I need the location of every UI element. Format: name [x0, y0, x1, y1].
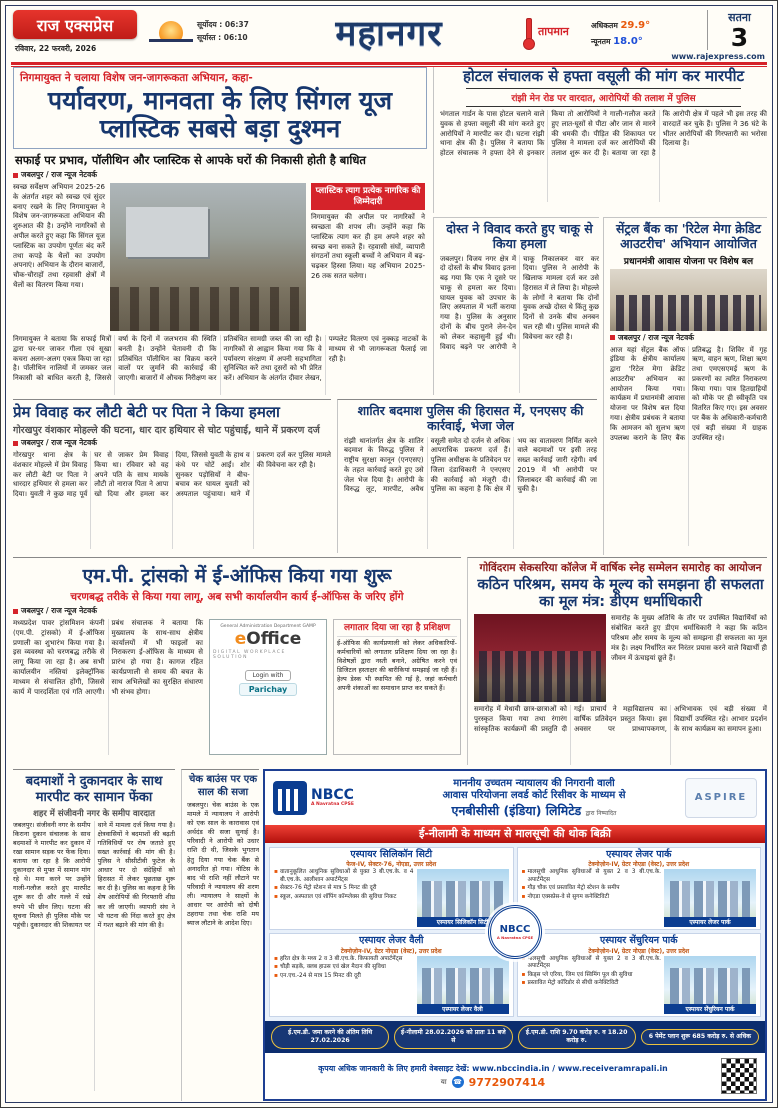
project-bullet: ▪ एन.एच.-24 से मात्र 15 मिनट की दूरी	[274, 973, 414, 981]
story-transco	[13, 557, 461, 765]
lead-photo-ribbon: प्लास्टिक त्याग प्रत्येक नागरिक की जिम्मेदारी	[311, 183, 425, 210]
eoffice-dept: General Administration Department GAMP	[220, 624, 316, 629]
transco-byline: जबलपुर / राज न्यूज नेटवर्क	[13, 606, 461, 616]
story-college	[467, 557, 767, 765]
project-location: टेक्नोज़ोन-IV, ग्रेटर नोएडा (वेस्ट), उत्तर प्रदेश	[340, 947, 442, 955]
college-kicker: गोविंदराम सेकसरिया कॉलेज में वार्षिक स्नेह सम्मेलन समारोह का आयोजन	[479, 562, 762, 574]
college-body-2: समारोह में मेधावी छात्र-छात्राओं को पुरस्कृत किया गया तथा रंगारंग सांस्कृतिक कार्यक्रमों की प्रस्तुति दी गई। प्राचार्य ने महाविद्यालय का वार्षिक प्रतिवेदन प्रस्तुत किया। इस अवसर पर प्राध्यापकगण, अभिभावक एवं बड़ी संख्या में विद्यार्थी उपस्थित रहे। आभार प्रदर्शन के साथ कार्यक्रम का समापन हुआ।	[474, 705, 767, 733]
lead-kicker: निगमायुक्त ने चलाया विशेष जन-जागरूकता अभियान, कहा-	[20, 72, 253, 84]
story-knife	[433, 217, 599, 395]
cheque-headline: चेक बाउंस पर एक साल की सजा	[189, 774, 257, 798]
temp-max-label: अधिकतम	[591, 21, 618, 30]
lead-byline: जबलपुर / राज न्यूज नेटवर्क	[13, 170, 427, 180]
lead-body-left: स्वच्छ सर्वेक्षण अभियान 2025-26 के अंतर्गत शहर को स्वच्छ एवं सुंदर बनाए रखने के लिए निगमायुक्त ने विशेष जन-जागरूकता अभियान की शुरुआत की है। उन्होंने नागरिकों से अपील करते हुए कहा कि सिंगल यूज प्लास्टिक का उपयोग पूर्णतः बंद करें तथा कपड़े के थैलों का उपयोग अपनाएं। अभियान के दौरान बाजारों, चौक-चौराहों तथा रहवासी क्षेत्रों में थैलों का वितरण किया गया।	[13, 183, 105, 289]
project-panel	[269, 847, 514, 930]
training-body: ई-ऑफिस की कार्यप्रणाली को लेकर अधिकारियों-कर्मचारियों को लगातार प्रशिक्षण दिया जा रहा है। विशेषज्ञों द्वारा नस्ती बनाने, अग्रेषित करने एवं डिजिटल हस्ताक्षर की बारीकियां समझाई जा रही हैं। हेल्प डेस्क भी स्थापित की गई है, जहां कर्मचारी अपनी शंकाओं का समाधान प्राप्त कर सकते हैं।	[337, 638, 457, 693]
date-line: रविवार, 22 फरवरी, 2026	[15, 44, 97, 53]
college-headline: कठिन परिश्रम, समय के मूल्य को समझना ही सफलता का मूल मंत्र: डीएम धर्माधिकारी	[477, 576, 764, 610]
temp-max-value: 29.9°	[620, 20, 651, 31]
college-media-row	[474, 614, 767, 702]
masthead-rule	[11, 62, 767, 65]
project-title: एस्पायर सिलिकॉन सिटी	[350, 848, 433, 860]
story-bank	[603, 217, 767, 555]
website-url: www.rajexpress.com	[671, 52, 765, 61]
project-bullet: ▪ किड्स प्ले एरिया, जिम एवं स्विमिंग पूल की सुविधा	[522, 972, 662, 980]
transco-body: मध्यप्रदेश पावर ट्रांसमिशन कंपनी (एम.पी. ट्रांसको) में ई-ऑफिस प्रणाली का शुभारंभ किया गया है। इस व्यवस्था को चरणबद्ध तरीके से लागू किया जा रहा है। अब सभी कार्यालयीन नस्तियां इलेक्ट्रॉनिक माध्यम से संचालित होंगी, जिससे कार्य में पारदर्शिता एवं गति आएगी। प्रबंध संचालक ने बताया कि मुख्यालय के साथ-साथ क्षेत्रीय कार्यालयों में भी फाइलों का निराकरण ई-ऑफिस के माध्यम से प्रारंभ हो गया है। कागज रहित कार्यप्रणाली से समय की बचत के साथ अभिलेखों का सुरक्षित संधारण भी संभव होगा।	[13, 619, 203, 696]
project-bullet: ▪ मालसूची आधुनिक सुविधाओं से युक्त 2 व 3 बी.एच.के. अपार्टमेंट्स	[522, 869, 662, 884]
ad-header	[265, 771, 765, 825]
project-panel	[517, 933, 762, 1016]
phone-icon: ☎	[453, 1078, 463, 1086]
lead-headline-box	[13, 67, 427, 149]
lead-body-right: निगमायुक्त की अपील पर नागरिकों ने स्वच्छता की शपथ ली। उन्होंने कहा कि प्लास्टिक त्याग कर ही हम अपने शहर को स्वच्छ बना सकते हैं। रहवासी संघों, व्यापारी संगठनों तथा स्कूली बच्चों ने अभियान में बढ़-चढ़कर हिस्सा लिया। यह अभियान 2025-26 तक सतत चलेगा।	[311, 213, 425, 281]
ad-or-text: या	[440, 1077, 447, 1086]
eoffice-tagline: DIGITAL WORKPLACE SOLUTION	[213, 650, 286, 660]
ad-info-chip: ई-नीलामी 28.02.2026 को प्रातः 11 बजे से	[394, 1025, 512, 1049]
building-photo	[664, 869, 756, 917]
lead-media-row	[13, 183, 427, 331]
ad-title-line-1: माननीय उच्चतम न्यायालय की निगरानी वाली	[453, 777, 615, 789]
lead-sidebar	[311, 183, 425, 331]
story-shopkeeper	[13, 769, 175, 1101]
story-hotel	[433, 67, 767, 213]
project-title: एस्पायर सेंचुरियन पार्क	[599, 935, 678, 947]
nbcc-emblem: NBCC A Navratna CPSE	[488, 905, 542, 959]
hotel-headline: होटल संचालक से हफ्ता वसूली की मांग कर मारपीट	[462, 67, 745, 85]
lead-body-bottom: निगमायुक्त ने बताया कि सफाई मित्रों द्वारा घर-घर जाकर गीला एवं सूखा कचरा अलग-अलग एकत्र किया जा रहा है। पॉलीथिन नालियों में जमकर जल निकासी को बाधित करती है, जिससे वर्षा के दिनों में जलभराव की स्थिति बनती है। उन्होंने चेतावनी दी कि प्रतिबंधित पॉलीथिन का विक्रय करने वालों पर जुर्माने की कार्रवाई की जाएगी। बाजारों में औचक निरीक्षण कर प्रतिबंधित सामग्री जब्त की जा रही है। नागरिकों से आह्वान किया गया कि वे पर्यावरण संरक्षण में अपनी सहभागिता सुनिश्चित करें तथा दूसरों को भी प्रेरित करें। अभियान के अंतर्गत दीवार लेखन, पम्पलेट वितरण एवं नुक्कड़ नाटकों के माध्यम से भी जागरूकता फैलाई जा रही है।	[13, 335, 427, 383]
college-body: समारोह के मुख्य अतिथि के तौर पर उपस्थित विद्यार्थियों को संबोधित करते हुए डीएम धर्माधिकारी ने कहा कि कठिन परिश्रम और समय के मूल्य को समझना ही सफलता का मूल मंत्र है। लक्ष्य निर्धारित कर निरंतर प्रयास करने वाले विद्यार्थी ही जीवन में ऊंचाइयां छूते हैं।	[611, 614, 767, 662]
shopkeeper-body: जबलपुर। संजीवनी नगर के समीप किराना दुकान संचालक के साथ बदमाशों ने मारपीट कर दुकान में रखा सामान सड़क पर फेंक दिया। बताया जा रहा है कि आरोपी दुकानदार से मुफ्त में सामान मांग रहे थे। मना करने पर उन्होंने गाली-गलौज करते हुए मारपीट शुरू कर दी और गल्ले में रखे रुपये भी छीन लिए। घटना की सूचना मिलते ही पुलिस मौके पर पहुंची। दुकानदार की शिकायत पर थाने में मामला दर्ज किया गया है। क्षेत्रवासियों ने बदमाशों की बढ़ती गतिविधियों पर रोष जताते हुए सख्त कार्रवाई की मांग की है। पुलिस ने सीसीटीवी फुटेज के आधार पर दो संदेहियों को हिरासत में लेकर पूछताछ शुरू कर दी है। पुलिस का कहना है कि शेष आरोपियों की गिरफ्तारी शीघ्र कर ली जाएगी। व्यापारी संघ ने भी घटना की निंदा करते हुए क्षेत्र में गश्त बढ़ाने की मांग की है।	[13, 820, 175, 929]
section-title: महानगर	[335, 14, 443, 54]
lead-subhead: सफाई पर प्रभाव, पॉलीथिन और प्लास्टिक से आपके घरों की निकासी होती है बाधित	[15, 153, 366, 167]
qr-code	[721, 1058, 757, 1094]
nbcc-advertisement	[263, 769, 767, 1101]
project-panel	[517, 847, 762, 930]
project-bullet: ▪ वातानुकूलित आधुनिक सुविधाओं से युक्त 3 बी.एच.के. व 4 बी.एच.के. आलीशान अपार्टमेंट्स	[274, 869, 414, 884]
page-number: 3	[730, 23, 749, 52]
project-bullet: ▪ गौड़ चौक एवं प्रस्तावित मेट्रो स्टेशन के समीप	[522, 885, 662, 893]
story-badmash	[337, 399, 597, 553]
transco-subhead: चरणबद्ध तरीके से किया गया लागू, अब सभी कार्यालयीन कार्य ई-ऑफिस के जरिए होंगे	[70, 591, 404, 603]
ad-frame	[263, 769, 767, 1101]
eoffice-screenshot	[209, 619, 327, 755]
building-caption: एस्पायर लेजर पार्क	[664, 917, 756, 927]
project-bullet: ▪ चौड़ी सड़कें, क्लब हाउस एवं खेल मैदान की सुविधा	[274, 964, 414, 972]
ad-title-line-2: आवास परियोजना लवर्ड कोर्ट रिसीवर के माध्यम से	[442, 790, 626, 801]
transco-content-row	[13, 619, 461, 755]
ad-phone-number: 9772907414	[468, 1075, 546, 1089]
bank-body: आज यहां सेंट्रल बैंक ऑफ इंडिया के क्षेत्रीय कार्यालय द्वारा 'रिटेल मेगा क्रेडिट आउटरीच' अभियान का आयोजन किया गया। कार्यक्रम में प्रधानमंत्री आवास योजना पर विशेष बल दिया गया। क्षेत्रीय प्रबंधक ने बताया कि आमजन को सुलभ ऋण उपलब्ध कराने के लिए बैंक प्रतिबद्ध है। शिविर में गृह ऋण, वाहन ऋण, शिक्षा ऋण तथा एमएसएमई ऋण के प्रकरणों का त्वरित निराकरण किया गया। पात्र हितग्राहियों को मौके पर ही स्वीकृति पत्र वितरित किए गए। इस अवसर पर बैंक के अधिकारी-कर्मचारी एवं बड़ी संख्या में ग्राहक उपस्थित रहे।	[610, 345, 767, 442]
shopkeeper-headline: बदमाशों ने दुकानदार के साथ मारपीट कर सामान फेंका	[25, 774, 163, 805]
project-bullet: ▪ प्रस्तावित मेट्रो कॉरिडोर से सीधी कनेक्टिविटी	[522, 980, 662, 988]
project-title: एस्पायर लेजर वैली	[359, 935, 424, 947]
paper-name: राज एक्सप्रेस	[36, 15, 114, 35]
daughter-headline: प्रेम विवाह कर लौटी बेटी पर पिता ने किया हमला	[13, 403, 280, 421]
lead-photo	[110, 183, 306, 331]
project-bullets	[274, 869, 414, 927]
building-caption: एस्पायर सिलिकॉन सिटी	[417, 917, 509, 927]
project-bullet: ▪ हरित क्षेत्र के मध्य 2 व 3 बी.एच.के. किफायती अपार्टमेंट्स	[274, 956, 414, 964]
nbcc-logo	[273, 781, 383, 815]
eoffice-provider: Parichay	[239, 683, 298, 696]
bank-photo	[610, 269, 767, 331]
training-sidebar	[333, 619, 461, 755]
nbcc-logo-icon	[273, 781, 307, 815]
nbcc-name: NBCC	[311, 787, 354, 804]
ad-info-chip: ई.एम.डी. जमा करने की अंतिम तिथि 27.02.2026	[271, 1025, 389, 1049]
training-title: लगातार दिया जा रहा है प्रशिक्षण	[337, 623, 457, 637]
daughter-byline: जबलपुर / राज न्यूज नेटवर्क	[13, 438, 331, 448]
ad-ribbon: ई-नीलामी के माध्यम से मालसूची की थोक बिक्री	[265, 825, 765, 843]
knife-body: जबलपुर। विजय नगर क्षेत्र में दो दोस्तों के बीच विवाद इतना बढ़ गया कि एक ने दूसरे पर चाकू से हमला कर दिया। घायल युवक को उपचार के लिए अस्पताल में भर्ती कराया गया है। पुलिस के अनुसार दोनों के बीच पुराने लेन-देन को लेकर कहासुनी हुई थी। विवाद बढ़ने पर आरोपी ने चाकू निकालकर वार कर दिया। पुलिस ने आरोपी के खिलाफ मामला दर्ज कर उसे हिरासत में ले लिया है। मोहल्ले के लोगों ने बताया कि दोनों युवक अच्छे दोस्त थे किंतु कुछ दिनों से उनके बीच अनबन चल रही थी। पुलिस मामले की विवेचना कर रही है।	[440, 254, 599, 351]
edition-city: सतना	[728, 11, 751, 24]
project-bullet: ▪ सेक्टर-76 मेट्रो स्टेशन से मात्र 5 मिनट की दूरी	[274, 885, 414, 893]
bank-byline: जबलपुर / राज न्यूज नेटवर्क	[610, 333, 767, 343]
ad-title-block	[389, 778, 679, 819]
bank-subhead: प्रधानमंत्री आवास योजना पर विशेष बल	[623, 256, 754, 267]
cheque-body: जबलपुर। चेक बाउंस के एक मामले में न्यायालय ने आरोपी को एक साल के कारावास एवं अर्थदंड की सजा सुनाई है। परिवादी ने आरोपी को उधार राशि दी थी, जिसके भुगतान हेतु दिया गया चेक बैंक से अनादरित हो गया। नोटिस के बाद भी राशि नहीं लौटाने पर परिवादी ने न्यायालय की शरण ली। न्यायालय ने साक्ष्यों के आधार पर आरोपी को दोषी ठहराया तथा चेक राशि मय ब्याज लौटाने के आदेश दिए।	[187, 801, 259, 928]
project-bullet: ▪ मालसूची आधुनिक सुविधाओं से युक्त 2 व 3 बी.एच.के. अपार्टमेंट्स	[522, 956, 662, 971]
temp-min-label: न्यूनतम	[591, 37, 611, 46]
bank-headline: सेंट्रल बैंक का 'रिटेल मेगा क्रेडिट आउटरीच' अभियान आयोजित	[615, 221, 762, 252]
story-cheque	[181, 769, 259, 1101]
sunrise-time: सूर्योदय : 06:37	[197, 20, 249, 29]
building-caption: एस्पायर लेजर वैली	[417, 1004, 509, 1014]
badmash-body: रांझी थानांतर्गत क्षेत्र के शातिर बदमाश के विरुद्ध पुलिस ने राष्ट्रीय सुरक्षा कानून (एनएसए) के तहत कार्रवाई करते हुए उसे जेल भेज दिया है। आरोपी के विरुद्ध लूट, मारपीट, अवैध वसूली समेत दो दर्जन से अधिक आपराधिक प्रकरण दर्ज हैं। पुलिस अधीक्षक के प्रतिवेदन पर जिला दंडाधिकारी ने एनएसए की कार्रवाई को मंजूरी दी। पुलिस का कहना है कि क्षेत्र में भय का वातावरण निर्मित करने वाले बदमाशों पर इसी तरह सख्त कार्रवाई जारी रहेगी। वर्ष 2019 में भी आरोपी पर जिलाबदर की कार्रवाई की जा चुकी है।	[344, 436, 597, 494]
ad-info-chip: ई.एम.डी. राशि 9.70 करोड़ रु. व 18.20 करोड़ रु.	[518, 1025, 636, 1049]
masthead	[11, 8, 767, 61]
edition-city-box	[707, 10, 765, 50]
knife-headline: दोस्त ने विवाद करते हुए चाकू से किया हमला	[446, 221, 593, 252]
project-bullets	[274, 956, 414, 1014]
project-title: एस्पायर लेजर पार्क	[606, 848, 672, 860]
story-lead	[13, 67, 427, 395]
temperature-values	[591, 18, 650, 50]
project-location: फेज-IV, सेक्टर-76, नोएडा, उत्तर प्रदेश	[346, 861, 437, 869]
building-photo	[664, 956, 756, 1004]
sunset-time: सूर्यास्त : 06:10	[197, 32, 248, 42]
ad-title-line-3: एनबीसीसी (इंडिया) लिमिटेड द्वारा निष्पादित	[451, 802, 617, 818]
daughter-subhead: गोरखपुर वंशकार मोहल्ले की घटना, धार दार हथियार से चोट पहुंचाई, थाने में प्रकरण दर्ज	[13, 425, 320, 436]
nbcc-subtitle: A Navratna CPSE	[311, 802, 354, 808]
temp-min-value: 18.0°	[613, 36, 643, 47]
project-bullet: ▪ स्कूल, अस्पताल एवं शॉपिंग कॉम्प्लेक्स की सुविधा निकट	[274, 894, 414, 902]
building-photo	[417, 869, 509, 917]
lead-headline: पर्यावरण, मानवता के लिए सिंगल यूज प्लास्टिक सबसे बड़ा दुश्मन	[47, 86, 393, 143]
ad-projects-grid	[265, 843, 765, 1021]
project-location: टेक्नोज़ोन-IV, ग्रेटर नोएडा (वेस्ट), उत्तर प्रदेश	[588, 947, 690, 955]
aspire-logo: ASPIRE	[685, 778, 757, 818]
daughter-body: गोरखपुर थाना क्षेत्र के वंशकार मोहल्ले में प्रेम विवाह कर लौटी बेटी पर पिता ने धारदार हथियार से हमला कर दिया। युवती ने कुछ माह पूर्व घर से जाकर प्रेम विवाह किया था। रविवार को वह अपने पति के साथ मायके लौटी तो नाराज पिता ने आपा खो दिया और हमला कर दिया, जिससे युवती के हाथ व कंधे पर चोटें आईं। शोर सुनकर पड़ोसियों ने बीच-बचाव कर घायल युवती को अस्पताल पहुंचाया। थाने में प्रकरण दर्ज कर पुलिस मामले की विवेचना कर रही है।	[13, 451, 331, 499]
project-bullet: ▪ नोएडा एक्सप्रेस-वे से सुगम कनेक्टिविटी	[522, 894, 662, 902]
ad-info-strip	[265, 1021, 765, 1053]
building-caption: एस्पायर सेंचुरियन पार्क	[664, 1004, 756, 1014]
building-photo	[417, 956, 509, 1004]
story-daughter	[13, 399, 331, 553]
transco-headline: एम.पी. ट्रांसको में ई-ऑफिस किया गया शुरू	[82, 565, 392, 587]
project-location: टेक्नोज़ोन-IV, ग्रेटर नोएडा (वेस्ट), उत्तर प्रदेश	[588, 861, 690, 869]
shopkeeper-subhead: शहर में संजीवनी नगर के समीप वारदात	[33, 808, 155, 819]
ad-website-info: कृपया अधिक जानकारी के लिए हमारी वेबसाइट देखें: www.nbccindia.in / www.receiveramrapali.in	[318, 1063, 668, 1073]
project-bullets	[522, 869, 662, 927]
ad-footer	[265, 1053, 765, 1099]
ad-info-chip: 6 पेमेंट प्लान शुरू 685 करोड़ रु. से अधिक	[641, 1029, 759, 1045]
hotel-subhead: रांझी मेन रोड पर वारदात, आरोपियों की तलाश में पुलिस	[466, 88, 741, 107]
eoffice-login-label: Login with	[245, 670, 292, 681]
ad-executed-by: द्वारा निष्पादित	[585, 809, 617, 817]
thermometer-icon	[523, 18, 533, 50]
project-bullets	[522, 956, 662, 1014]
project-panel	[269, 933, 514, 1016]
temperature-label: तापमान	[538, 25, 569, 38]
badmash-headline: शातिर बदमाश पुलिस की हिरासत में, एनएसए की कार्रवाई, भेजा जेल	[357, 403, 584, 434]
hotel-body: भंगताल गार्डन के पास होटल चलाने वाले युवक से हफ्ता वसूली की मांग करते हुए आरोपियों ने मारपीट कर दी। घटना रांझी थाना क्षेत्र की है। पुलिस ने बताया कि होटल संचालक ने हफ्ता देने से इनकार किया तो आरोपियों ने गाली-गलौज करते हुए लात-घूसों से पीटा और जान से मारने की धमकी दी। पीड़ित की शिकायत पर पुलिस ने मामला दर्ज कर आरोपियों की तलाश शुरू कर दी है। बताया जा रहा है कि आरोपी क्षेत्र में पहले भी इस तरह की वारदातें कर चुके हैं। पुलिस ने 36 घंटे के भीतर आरोपियों की गिरफ्तारी का भरोसा दिलाया है।	[440, 110, 767, 158]
eoffice-logo: eOffice	[234, 629, 302, 649]
college-photo	[474, 614, 606, 702]
